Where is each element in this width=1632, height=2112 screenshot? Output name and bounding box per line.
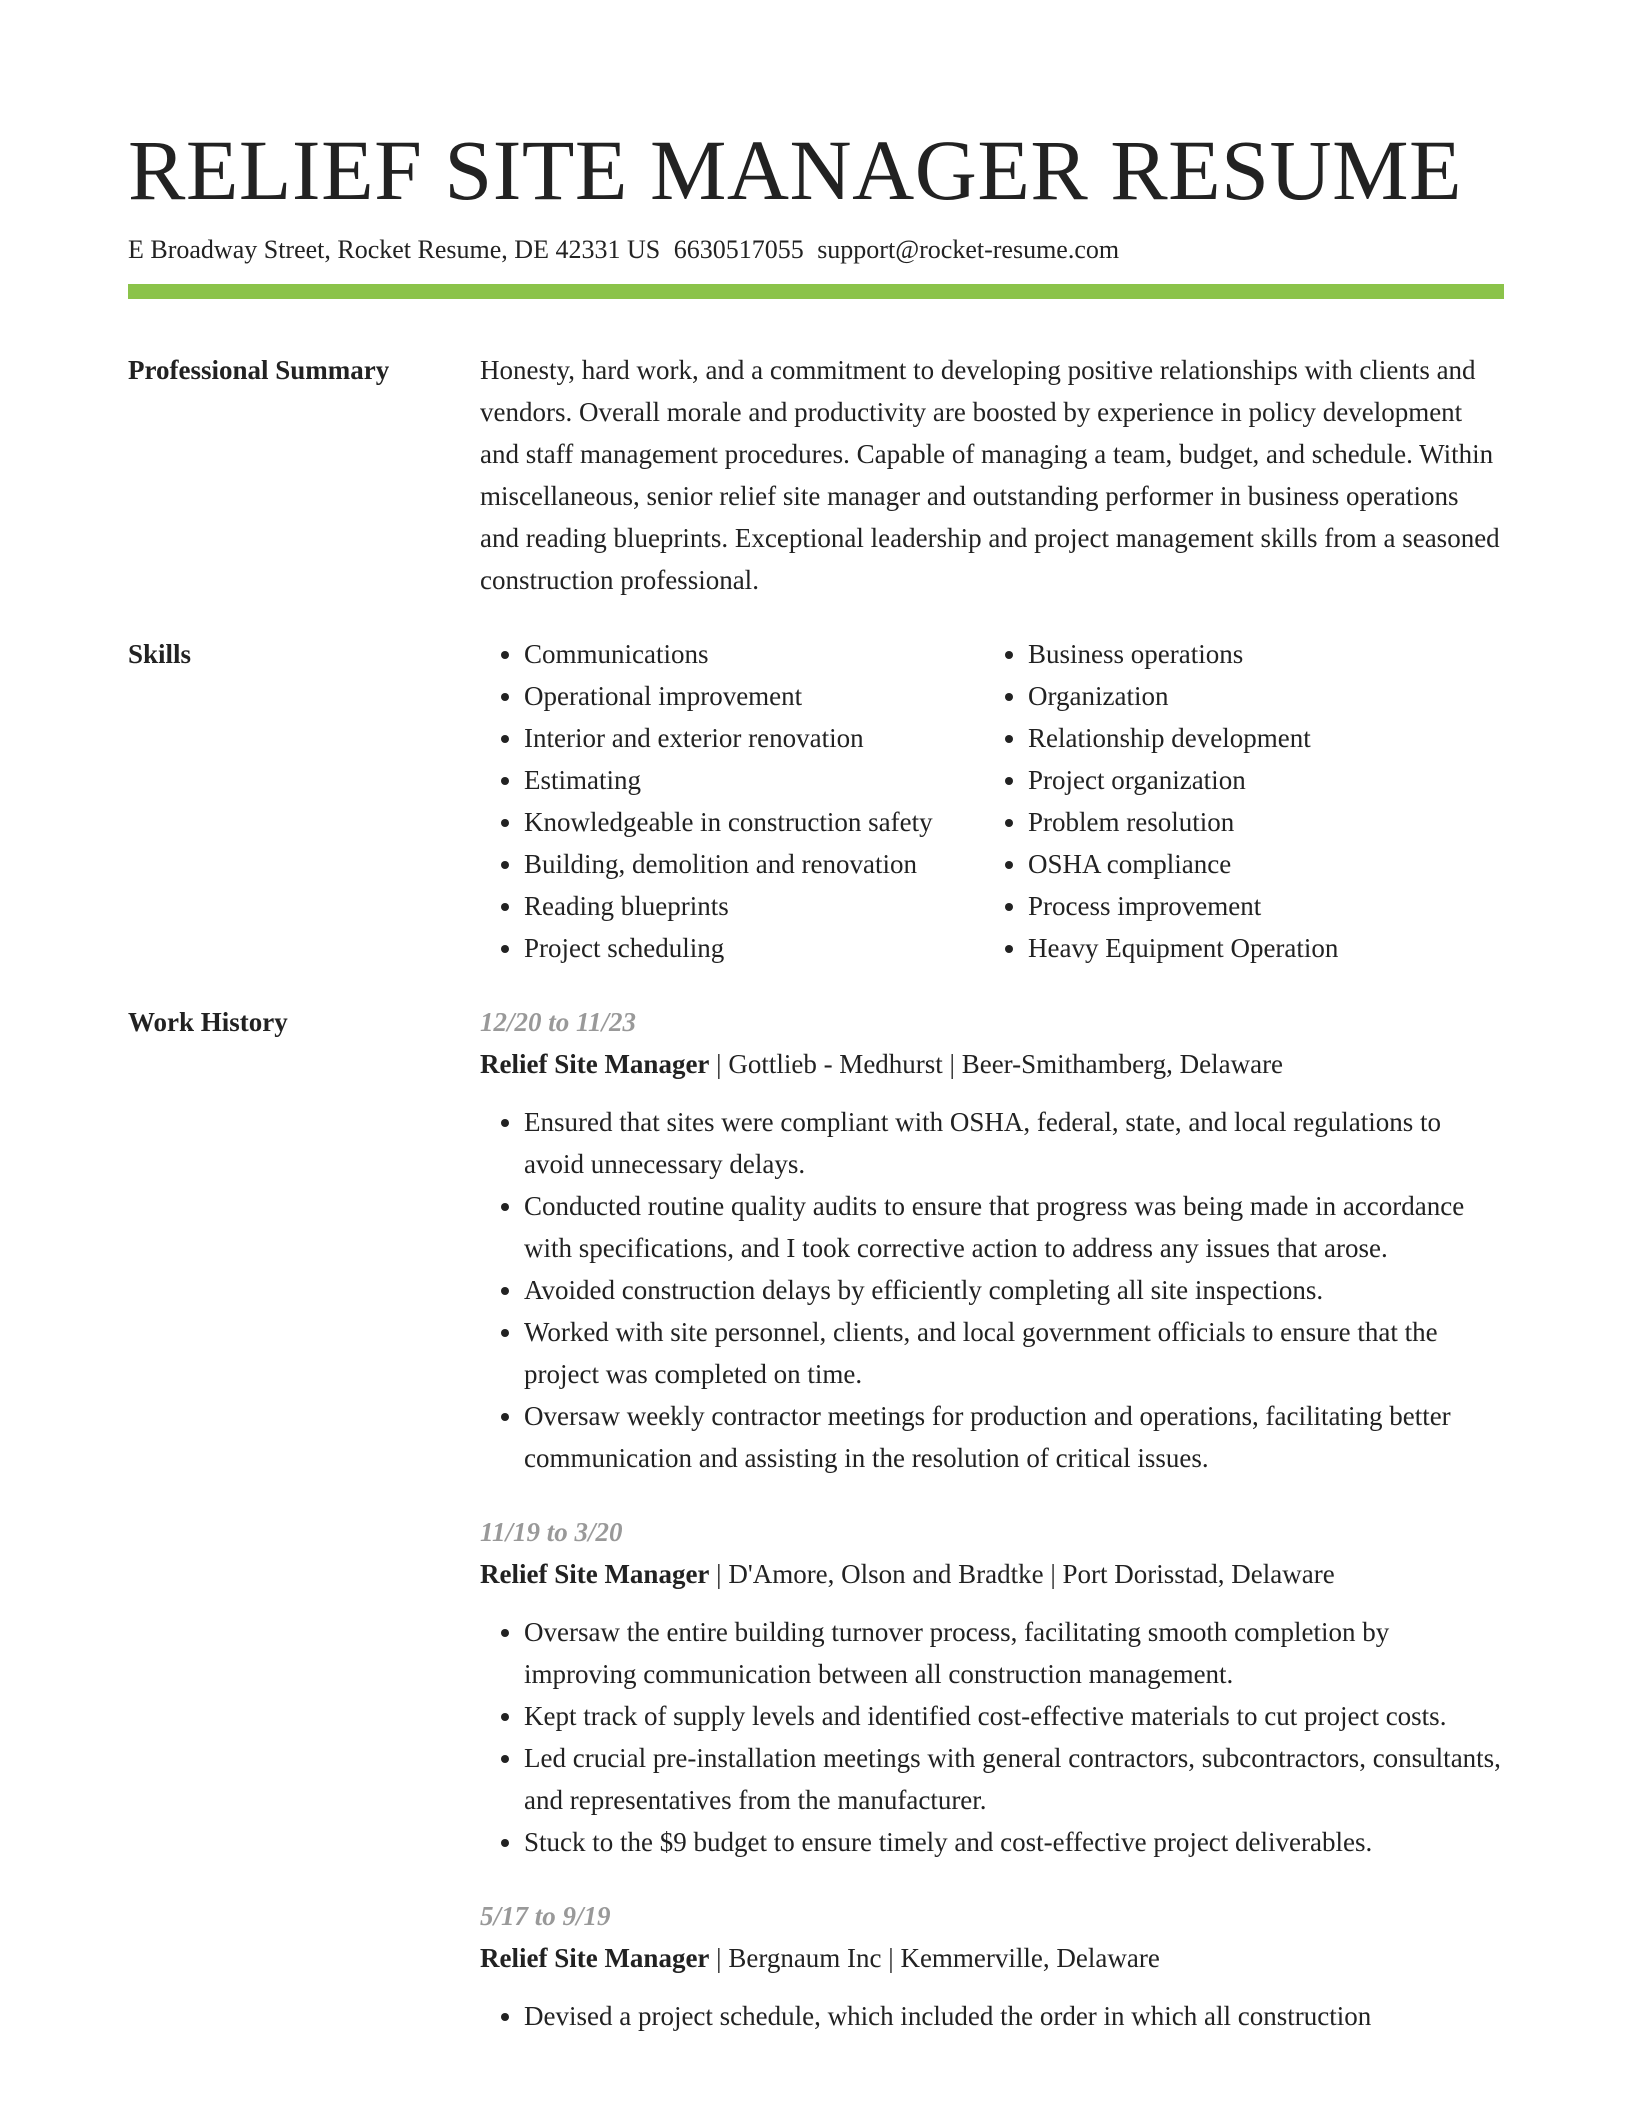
- skill-item: • Heavy Equipment Operation: [1028, 927, 1488, 969]
- section-label-summary: Professional Summary: [128, 355, 390, 385]
- skill-item: • Process improvement: [1028, 885, 1488, 927]
- job-bullets: [480, 1995, 1504, 2037]
- job-employer-location: | Bergnaum Inc | Kemmerville, Delaware: [709, 1943, 1160, 1973]
- job-bullet: • Avoided construction delays by efficiently completing all site inspections.: [524, 1269, 1504, 1311]
- skill-item: • Reading blueprints: [524, 885, 984, 927]
- professional-summary-section: [128, 349, 1504, 601]
- skill-item: • Building, demolition and renovation: [524, 843, 984, 885]
- skill-item: • Communications: [524, 633, 984, 675]
- job-bullet: • Worked with site personnel, clients, and local government officials to ensure that the project was completed on time.: [524, 1311, 1504, 1395]
- header-divider: [128, 284, 1504, 299]
- job-bullet: • Kept track of supply levels and identified cost-effective materials to cut project costs.: [524, 1695, 1504, 1737]
- skill-item: • Business operations: [1028, 633, 1488, 675]
- job-bullet: • Oversaw weekly contractor meetings for production and operations, facilitating better communication and assisting in the resolution of critical issues.: [524, 1395, 1504, 1479]
- job-entry: [480, 1895, 1504, 2037]
- skills-list-left: [480, 633, 984, 969]
- skill-item: • OSHA compliance: [1028, 843, 1488, 885]
- resume-title: RELIEF SITE MANAGER RESUME: [128, 122, 1463, 218]
- work-history-entries: [480, 1001, 1504, 2037]
- job-employer-location: | D'Amore, Olson and Bradtke | Port Dorisstad, Delaware: [709, 1559, 1335, 1589]
- skill-item: • Knowledgeable in construction safety: [524, 801, 984, 843]
- section-label-work: Work History: [128, 1007, 288, 1037]
- skills-section: [128, 633, 1504, 969]
- contact-address: E Broadway Street, Rocket Resume, DE 42331 US: [128, 235, 661, 264]
- job-title: Relief Site Manager: [480, 1943, 710, 1973]
- contact-line: [128, 234, 1504, 266]
- job-bullets: [480, 1101, 1504, 1479]
- job-bullet: • Stuck to the $9 budget to ensure timely and cost-effective project deliverables.: [524, 1821, 1504, 1863]
- skill-item: • Problem resolution: [1028, 801, 1488, 843]
- job-title: Relief Site Manager: [480, 1049, 710, 1079]
- skill-item: • Relationship development: [1028, 717, 1488, 759]
- skill-item: • Estimating: [524, 759, 984, 801]
- job-entry: [480, 1511, 1504, 1863]
- skill-item: • Project scheduling: [524, 927, 984, 969]
- job-dates: 12/20 to 11/23: [480, 1007, 637, 1037]
- skill-item: • Organization: [1028, 675, 1488, 717]
- job-dates: 5/17 to 9/19: [480, 1901, 611, 1931]
- summary-text: Honesty, hard work, and a commitment to developing positive relationships with clients and vendors. Overall morale and productivity are boosted by experience in policy development and staff management procedures. Capable of managing a team, budget, and schedule. Within miscellaneous, senior relief site manager and outstanding performer in business operations and reading blueprints. Exceptional leadership and project management skills from a seasoned construction professional.: [480, 355, 1500, 595]
- job-heading: [480, 1937, 1504, 1979]
- job-employer-location: | Gottlieb - Medhurst | Beer-Smithamberg, Delaware: [709, 1049, 1284, 1079]
- job-bullets: [480, 1611, 1504, 1863]
- job-bullet: • Led crucial pre-installation meetings with general contractors, subcontractors, consultants, and representatives from the manufacturer.: [524, 1737, 1504, 1821]
- resume-page: [128, 120, 1504, 2037]
- skills-list-right: [984, 633, 1488, 969]
- job-bullet: • Conducted routine quality audits to ensure that progress was being made in accordance with specifications, and I took corrective action to address any issues that arose.: [524, 1185, 1504, 1269]
- job-entry: [480, 1001, 1504, 1479]
- job-heading: [480, 1043, 1504, 1085]
- work-history-section: [128, 1001, 1504, 2037]
- job-dates: 11/19 to 3/20: [480, 1517, 623, 1547]
- job-heading: [480, 1553, 1504, 1595]
- skill-item: • Interior and exterior renovation: [524, 717, 984, 759]
- contact-email: support@rocket-resume.com: [817, 235, 1120, 264]
- skill-item: • Project organization: [1028, 759, 1488, 801]
- section-label-skills: Skills: [128, 639, 192, 669]
- skills-columns: [480, 633, 1504, 969]
- job-title: Relief Site Manager: [480, 1559, 710, 1589]
- job-bullet: • Ensured that sites were compliant with OSHA, federal, state, and local regulations to avoid unnecessary delays.: [524, 1101, 1504, 1185]
- skill-item: • Operational improvement: [524, 675, 984, 717]
- job-bullet: • Devised a project schedule, which included the order in which all construction: [524, 1995, 1504, 2037]
- job-bullet: • Oversaw the entire building turnover process, facilitating smooth completion by improving communication between all construction management.: [524, 1611, 1504, 1695]
- contact-phone: 6630517055: [673, 235, 804, 264]
